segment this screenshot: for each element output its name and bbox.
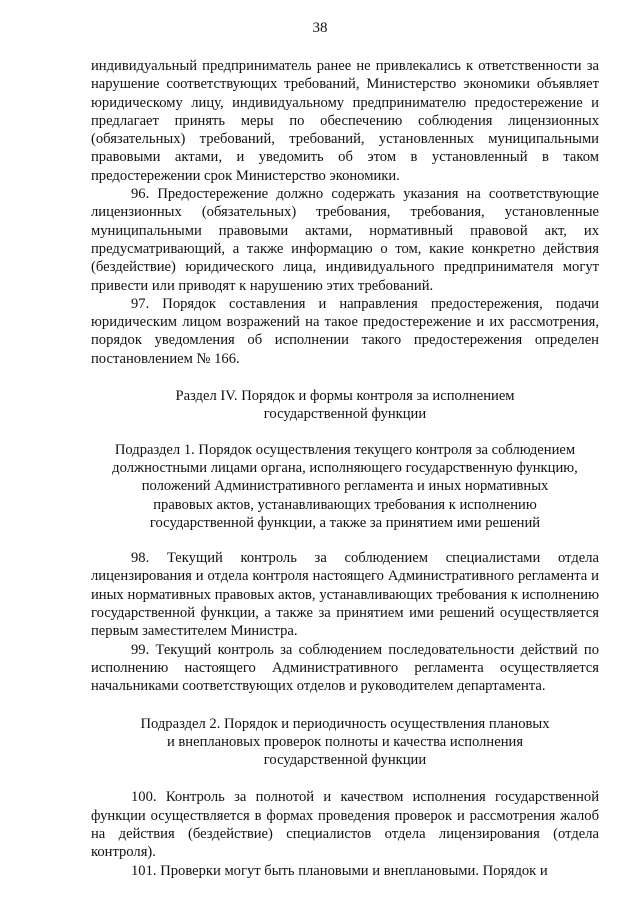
section-4-heading-line: Раздел IV. Порядок и формы контроля за исполнением xyxy=(175,388,515,405)
paragraph-101: 101. Проверки могут быть плановыми и внеплановыми. Порядок и xyxy=(131,862,548,879)
paragraph-97: 97. Порядок составления и направления предостережения, подачи юридическим лицом возражений на такое предостережение и их рассмотрения, порядок уведомления об исполнении такого предостережения определен постановлением № 166. xyxy=(91,295,599,367)
paragraph-99: 99. Текущий контроль за соблюдением последовательности действий по исполнению настоящего Административного регламента осуществляется начальниками соответствующих отделов и руководителем департамента. xyxy=(91,641,599,695)
section-4-heading-line: государственной функции xyxy=(263,406,427,423)
page-number: 38 xyxy=(312,20,328,36)
subsection-2-heading xyxy=(91,715,599,770)
paragraph-96: 96. Предостережение должно содержать указания на соответствующие лицензионных (обязательных) требования, требования, установленные муниципальными правовыми актами, нормативный правовой акт, их предусматривающий, а также информацию о том, какие конкретно действия (бездействие) юридического лица, индивидуального предпринимателя могут привести или приводят к нарушению этих требований. xyxy=(91,186,599,294)
subsection-1-heading-line: государственной функции, а также за принятием ими решений xyxy=(149,514,541,531)
paragraph-98: 98. Текущий контроль за соблюдением специалистами отдела лицензирования и отдела контроля настоящего Административного регламента и иных нормативных правовых актов, устанавливающих требования к исполнению государственной функции, а также за принятием ими решений осуществляется первым заместителем Министра. xyxy=(91,550,599,640)
subsection-1-heading-line: правовых актов, устанавливающих требования к исполнению xyxy=(153,496,537,513)
subsection-1-heading-line: Подраздел 1. Порядок осуществления текущего контроля за соблюдением xyxy=(114,441,576,458)
subsection-2-heading-line: и внеплановых проверок полноты и качества исполнения xyxy=(166,733,524,750)
paragraph-continuation: индивидуальный предприниматель ранее не привлекались к ответственности за нарушение соответствующих требований, Министерство экономики объявляет юридическому лицу, индивидуальному предпринимателю предостережение и предлагает принять меры по обеспечению соблюдения лицензионных (обязательных) требований, требований, установленных муниципальными правовыми актами, и уведомить об этом в установленный в таком предостережении срок Министерство экономики. xyxy=(91,58,599,184)
subsection-2-heading-line: государственной функции xyxy=(263,752,427,769)
subsection-1-heading-line: должностными лицами органа, исполняющего государственную функцию, xyxy=(112,459,578,476)
page-content xyxy=(91,57,599,880)
section-4-heading xyxy=(91,387,599,424)
subsection-1-heading-line: положений Административного регламента и иных нормативных xyxy=(141,478,549,495)
paragraph-100: 100. Контроль за полнотой и качеством исполнения государственной функции осуществляется в формах проведения проверок и рассмотрения жалоб на действия (бездействие) специалистов отдела лицензирования (отдела контроля). xyxy=(91,789,599,861)
subsection-1-heading xyxy=(91,441,599,532)
subsection-2-heading-line: Подраздел 2. Порядок и периодичность осуществления плановых xyxy=(140,715,550,732)
